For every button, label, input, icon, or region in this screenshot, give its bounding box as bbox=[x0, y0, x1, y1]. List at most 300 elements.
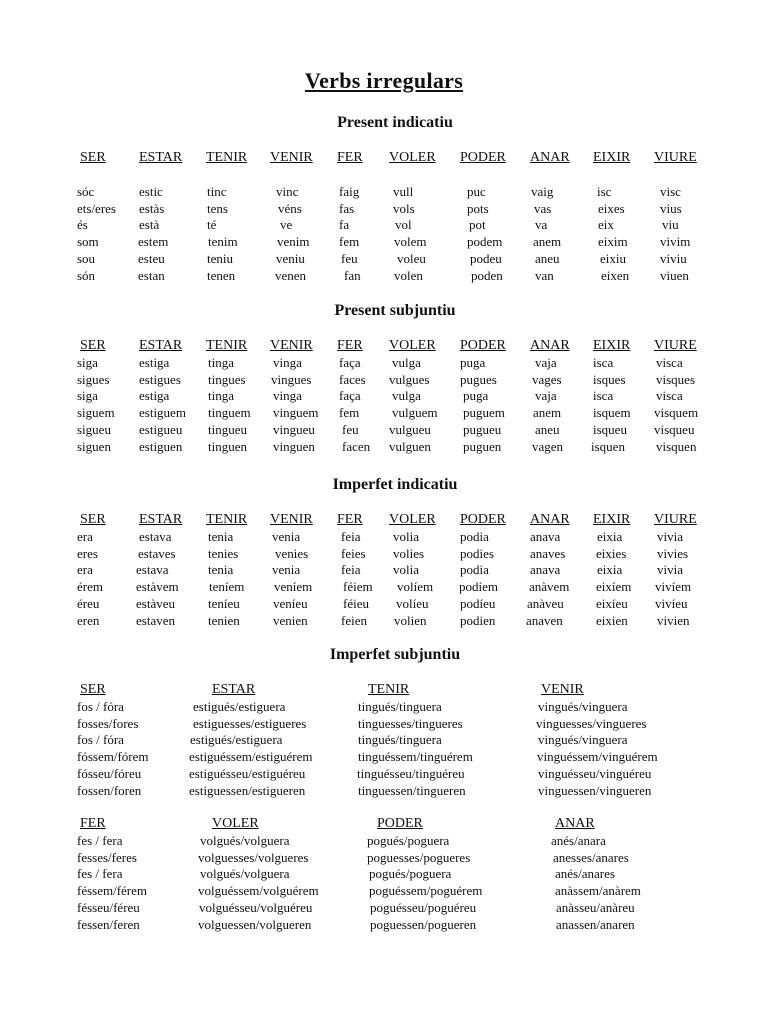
cell: estiguésseu/estiguéreu bbox=[189, 765, 306, 781]
cell: tinguem bbox=[208, 405, 251, 421]
cell: vinguen bbox=[273, 438, 315, 454]
cell: estaven bbox=[136, 612, 175, 628]
cell: estiguessen/estigueren bbox=[189, 782, 306, 798]
cell: poguéssem/poguérem bbox=[369, 883, 483, 899]
cell: volia bbox=[393, 528, 419, 544]
cell: tenen bbox=[207, 267, 236, 283]
cell: podeu bbox=[470, 250, 502, 266]
cell: tenia bbox=[208, 528, 234, 544]
cell: volia bbox=[393, 562, 419, 578]
cell: viviu bbox=[660, 250, 687, 266]
cell: venia bbox=[272, 562, 301, 578]
cell: vinga bbox=[273, 354, 302, 370]
cell: tinga bbox=[208, 354, 234, 370]
cell: anés/anares bbox=[555, 866, 615, 882]
cell: estiguesses/estigueres bbox=[193, 715, 307, 731]
cell: vinguem bbox=[273, 405, 319, 421]
cell: vagen bbox=[532, 438, 564, 454]
cell: estaves bbox=[138, 545, 176, 561]
cell: estàs bbox=[139, 200, 165, 216]
cell: tinguesses/tingueres bbox=[358, 715, 463, 731]
cell: van bbox=[535, 267, 554, 283]
cell: està bbox=[139, 217, 160, 233]
section-title-imperfet-subjuntiu: Imperfet subjuntiu bbox=[329, 646, 461, 663]
cell: visques bbox=[656, 371, 695, 387]
cell: pugueu bbox=[463, 421, 502, 437]
cell: tingues bbox=[208, 371, 246, 387]
column-header: FER bbox=[337, 338, 363, 353]
cell: ets/eres bbox=[77, 200, 116, 216]
cell: som bbox=[77, 234, 99, 250]
column-header: ESTAR bbox=[212, 682, 256, 697]
cell: vulguen bbox=[389, 438, 431, 454]
cell: voleu bbox=[397, 250, 426, 266]
table-row bbox=[0, 562, 768, 579]
cell: vinga bbox=[273, 388, 302, 404]
cell: isc bbox=[597, 183, 612, 199]
cell: pogués/poguera bbox=[367, 832, 450, 848]
cell: veníem bbox=[274, 579, 313, 595]
cell: faig bbox=[339, 183, 360, 199]
cell: era bbox=[77, 562, 93, 578]
cell: vius bbox=[660, 200, 682, 216]
cell: volem bbox=[394, 234, 427, 250]
column-header: PODER bbox=[460, 338, 506, 353]
table-row bbox=[0, 783, 768, 800]
cell: vivíeu bbox=[655, 595, 688, 611]
cell: tinguéssem/tinguérem bbox=[358, 749, 473, 765]
table-row bbox=[0, 900, 768, 917]
cell: anaves bbox=[530, 545, 566, 561]
column-header: ESTAR bbox=[139, 512, 183, 527]
column-header: VIURE bbox=[654, 512, 697, 527]
table-row bbox=[0, 699, 768, 716]
cell: faça bbox=[339, 354, 361, 370]
cell: vingues bbox=[271, 371, 312, 387]
cell: fos / fóra bbox=[77, 732, 124, 748]
cell: éreu bbox=[77, 595, 100, 611]
cell: féssem/férem bbox=[77, 883, 148, 899]
cell: vinguéssem/vinguérem bbox=[537, 749, 658, 765]
cell: veníeu bbox=[273, 595, 308, 611]
cell: féieu bbox=[343, 595, 369, 611]
cell: tens bbox=[207, 200, 228, 216]
cell: volgués/volguera bbox=[200, 832, 290, 848]
cell: volies bbox=[393, 545, 425, 561]
cell: puga bbox=[463, 388, 489, 404]
cell: fes / fera bbox=[77, 866, 123, 882]
cell: venia bbox=[272, 528, 301, 544]
table-row bbox=[0, 217, 768, 234]
cell: véns bbox=[278, 200, 302, 216]
cell: era bbox=[77, 528, 93, 544]
cell: sóc bbox=[77, 183, 95, 199]
cell: tinc bbox=[207, 183, 227, 199]
table-present-subjuntiu bbox=[0, 338, 768, 456]
cell: vull bbox=[393, 183, 414, 199]
cell: siguen bbox=[77, 438, 111, 454]
table-row bbox=[0, 388, 768, 405]
cell: pot bbox=[469, 217, 486, 233]
cell: vingués/vinguera bbox=[538, 698, 628, 714]
cell: anàssem/anàrem bbox=[555, 883, 641, 899]
cell: eixim bbox=[598, 234, 628, 250]
cell: estiga bbox=[139, 388, 170, 404]
cell: poden bbox=[471, 267, 503, 283]
cell: isca bbox=[593, 388, 614, 404]
cell: vulgues bbox=[389, 371, 430, 387]
cell: podem bbox=[467, 234, 503, 250]
cell: feies bbox=[341, 545, 366, 561]
cell: teníem bbox=[209, 579, 245, 595]
table-row bbox=[0, 596, 768, 613]
cell: fa bbox=[339, 217, 350, 233]
page-title: Verbs irregulars bbox=[304, 68, 464, 93]
table-row bbox=[0, 546, 768, 563]
cell: vas bbox=[534, 200, 552, 216]
cell: anés/anara bbox=[551, 832, 606, 848]
cell: tenim bbox=[208, 234, 238, 250]
cell: viu bbox=[662, 217, 679, 233]
cell: isquen bbox=[591, 438, 625, 454]
cell: va bbox=[535, 217, 548, 233]
cell: anem bbox=[533, 234, 562, 250]
cell: aneu bbox=[535, 421, 560, 437]
cell: poguésseu/poguéreu bbox=[370, 899, 477, 915]
cell: vivíem bbox=[655, 579, 692, 595]
cell: anesses/anares bbox=[553, 849, 629, 865]
cell: estic bbox=[139, 183, 163, 199]
column-header: VOLER bbox=[389, 150, 436, 165]
column-header: FER bbox=[80, 816, 106, 831]
section-title-present-indicatiu: Present indicatiu bbox=[337, 114, 453, 131]
table-row bbox=[0, 883, 768, 900]
cell: visquen bbox=[656, 438, 697, 454]
column-header: VIURE bbox=[654, 338, 697, 353]
cell: sou bbox=[77, 250, 96, 266]
cell: podíeu bbox=[460, 595, 496, 611]
cell: sigueu bbox=[77, 421, 111, 437]
cell: tingueu bbox=[208, 421, 247, 437]
table-row bbox=[0, 716, 768, 733]
cell: anem bbox=[533, 405, 562, 421]
cell: estava bbox=[139, 528, 172, 544]
cell: estan bbox=[138, 267, 165, 283]
column-header: TENIR bbox=[206, 338, 248, 353]
column-header: SER bbox=[80, 150, 106, 165]
cell: fas bbox=[339, 200, 355, 216]
cell: estiguem bbox=[139, 405, 186, 421]
cell: siga bbox=[77, 354, 98, 370]
cell: podies bbox=[460, 545, 494, 561]
header-row bbox=[0, 816, 768, 833]
table-row bbox=[0, 268, 768, 285]
table-row bbox=[0, 201, 768, 218]
cell: fossen/foren bbox=[77, 782, 142, 798]
cell: siga bbox=[77, 388, 98, 404]
cell: facen bbox=[342, 438, 371, 454]
cell: eixen bbox=[601, 267, 630, 283]
cell: vingueu bbox=[273, 421, 315, 437]
column-header: SER bbox=[80, 512, 106, 527]
header-row bbox=[0, 512, 768, 529]
cell: volguéssem/volguérem bbox=[198, 883, 319, 899]
cell: anava bbox=[530, 562, 561, 578]
cell: fan bbox=[344, 267, 361, 283]
cell: vingués/vinguera bbox=[538, 732, 628, 748]
cell: teniu bbox=[207, 250, 233, 266]
table-imperfet-indicatiu bbox=[0, 512, 768, 630]
table-row bbox=[0, 405, 768, 422]
column-header: ANAR bbox=[530, 338, 570, 353]
column-header: TENIR bbox=[368, 682, 410, 697]
cell: visquem bbox=[654, 405, 699, 421]
cell: vulguem bbox=[392, 405, 438, 421]
cell: érem bbox=[77, 579, 103, 595]
table-row bbox=[0, 833, 768, 850]
cell: visca bbox=[656, 354, 683, 370]
cell: feia bbox=[341, 562, 361, 578]
cell: podia bbox=[460, 528, 489, 544]
cell: vinguessen/vingueren bbox=[538, 782, 652, 798]
cell: isca bbox=[593, 354, 614, 370]
cell: volíem bbox=[397, 579, 434, 595]
cell: vulgueu bbox=[389, 421, 431, 437]
cell: volen bbox=[394, 267, 423, 283]
cell: estigues bbox=[139, 371, 181, 387]
cell: volgués/volguera bbox=[200, 866, 290, 882]
table-row bbox=[0, 850, 768, 867]
cell: anàsseu/anàreu bbox=[556, 899, 635, 915]
cell: vaja bbox=[535, 354, 557, 370]
cell: faça bbox=[339, 388, 361, 404]
cell: viuen bbox=[660, 267, 689, 283]
column-header: SER bbox=[80, 682, 106, 697]
cell: féiem bbox=[343, 579, 373, 595]
column-header: FER bbox=[337, 150, 363, 165]
cell: isquem bbox=[593, 405, 631, 421]
cell: puga bbox=[460, 354, 486, 370]
column-header: VOLER bbox=[212, 816, 259, 831]
cell: vulga bbox=[392, 354, 421, 370]
column-header: VOLER bbox=[389, 512, 436, 527]
cell: siguem bbox=[77, 405, 115, 421]
column-header: PODER bbox=[377, 816, 423, 831]
cell: faces bbox=[339, 371, 366, 387]
table-row bbox=[0, 234, 768, 251]
cell: estàvem bbox=[136, 579, 179, 595]
cell: feu bbox=[341, 250, 358, 266]
cell: pugues bbox=[460, 371, 497, 387]
cell: fes / fera bbox=[77, 832, 123, 848]
cell: volguessen/volgueren bbox=[198, 916, 312, 932]
column-header: FER bbox=[337, 512, 363, 527]
cell: venen bbox=[275, 267, 307, 283]
cell: visc bbox=[660, 183, 681, 199]
column-header: PODER bbox=[460, 512, 506, 527]
cell: pots bbox=[467, 200, 489, 216]
cell: eixia bbox=[597, 528, 623, 544]
cell: eix bbox=[598, 217, 614, 233]
cell: fem bbox=[339, 234, 360, 250]
cell: eixies bbox=[596, 545, 627, 561]
cell: estiguéssem/estiguérem bbox=[189, 749, 313, 765]
cell: vaja bbox=[535, 388, 557, 404]
cell: isqueu bbox=[593, 421, 627, 437]
cell: isques bbox=[593, 371, 626, 387]
cell: vivim bbox=[660, 234, 691, 250]
cell: puc bbox=[467, 183, 486, 199]
cell: vinguesses/vingueres bbox=[536, 715, 647, 731]
header-row bbox=[0, 338, 768, 355]
column-header: TENIR bbox=[206, 150, 248, 165]
cell: vages bbox=[532, 371, 562, 387]
cell: vivia bbox=[657, 562, 683, 578]
cell: eren bbox=[77, 612, 100, 628]
column-header: SER bbox=[80, 338, 106, 353]
cell: vinguésseu/vinguéreu bbox=[538, 765, 652, 781]
cell: eres bbox=[77, 545, 98, 561]
column-header: VENIR bbox=[270, 338, 313, 353]
cell: visca bbox=[656, 388, 683, 404]
cell: anàveu bbox=[527, 595, 564, 611]
cell: podíem bbox=[459, 579, 498, 595]
table-imperfet-subjuntiu-group-2 bbox=[0, 816, 768, 934]
cell: estigués/estiguera bbox=[193, 698, 286, 714]
cell: feia bbox=[341, 528, 361, 544]
cell: és bbox=[77, 217, 88, 233]
cell: tinguésseu/tinguéreu bbox=[357, 765, 465, 781]
table-row bbox=[0, 579, 768, 596]
cell: fem bbox=[339, 405, 360, 421]
table-present-indicatiu bbox=[0, 150, 768, 285]
cell: poguesses/pogueres bbox=[367, 849, 471, 865]
cell: anava bbox=[530, 528, 561, 544]
column-header: VIURE bbox=[654, 150, 697, 165]
cell: podien bbox=[460, 612, 496, 628]
cell: tenia bbox=[208, 562, 234, 578]
cell: fesses/feres bbox=[77, 849, 137, 865]
cell: anaven bbox=[526, 612, 563, 628]
table-imperfet-subjuntiu-group-1 bbox=[0, 682, 768, 800]
cell: tenien bbox=[208, 612, 240, 628]
cell: puguem bbox=[463, 405, 505, 421]
cell: estem bbox=[138, 234, 169, 250]
cell: té bbox=[207, 217, 217, 233]
cell: anàvem bbox=[529, 579, 570, 595]
cell: vivies bbox=[657, 545, 689, 561]
cell: feu bbox=[342, 421, 359, 437]
cell: estava bbox=[136, 562, 169, 578]
column-header: EIXIR bbox=[593, 338, 631, 353]
cell: feien bbox=[341, 612, 367, 628]
table-row bbox=[0, 766, 768, 783]
column-header: VOLER bbox=[389, 338, 436, 353]
cell: veniu bbox=[276, 250, 305, 266]
cell: venien bbox=[273, 612, 308, 628]
section-title-present-subjuntiu: Present subjuntiu bbox=[334, 302, 456, 319]
cell: aneu bbox=[535, 250, 560, 266]
table-row bbox=[0, 749, 768, 766]
cell: eixia bbox=[597, 562, 623, 578]
column-header: ANAR bbox=[530, 512, 570, 527]
cell: tinguessen/tingueren bbox=[358, 782, 466, 798]
cell: vaig bbox=[531, 183, 554, 199]
cell: tinguen bbox=[208, 438, 247, 454]
cell: vulga bbox=[392, 388, 421, 404]
header-row bbox=[0, 150, 768, 167]
cell: fósseu/fóreu bbox=[77, 765, 142, 781]
cell: ve bbox=[280, 217, 293, 233]
cell: teníeu bbox=[208, 595, 240, 611]
cell: vivia bbox=[657, 528, 683, 544]
cell: vols bbox=[393, 200, 415, 216]
table-row bbox=[0, 917, 768, 934]
cell: tenies bbox=[208, 545, 239, 561]
column-header: VENIR bbox=[541, 682, 584, 697]
table-row bbox=[0, 732, 768, 749]
cell: estiga bbox=[139, 354, 170, 370]
cell: volíeu bbox=[396, 595, 429, 611]
cell: eixien bbox=[596, 612, 628, 628]
cell: fos / fóra bbox=[77, 698, 124, 714]
column-header: EIXIR bbox=[593, 512, 631, 527]
cell: volguésseu/volguéreu bbox=[199, 899, 313, 915]
cell: podia bbox=[460, 562, 489, 578]
table-row bbox=[0, 184, 768, 201]
cell: vivien bbox=[657, 612, 690, 628]
cell: vinc bbox=[276, 183, 299, 199]
cell: eixíem bbox=[596, 579, 632, 595]
table-row bbox=[0, 251, 768, 268]
column-header: EIXIR bbox=[593, 150, 631, 165]
table-row bbox=[0, 355, 768, 372]
cell: pogués/poguera bbox=[369, 866, 452, 882]
column-header: ANAR bbox=[530, 150, 570, 165]
header-row bbox=[0, 682, 768, 699]
cell: estiguen bbox=[139, 438, 183, 454]
cell: fosses/fores bbox=[77, 715, 139, 731]
cell: visqueu bbox=[654, 421, 695, 437]
cell: poguessen/pogueren bbox=[370, 916, 477, 932]
cell: fessen/feren bbox=[77, 916, 140, 932]
column-header: ESTAR bbox=[139, 150, 183, 165]
cell: estigués/estiguera bbox=[190, 732, 283, 748]
cell: estigueu bbox=[139, 421, 183, 437]
cell: volien bbox=[394, 612, 427, 628]
column-header: VENIR bbox=[270, 150, 313, 165]
cell: tingués/tinguera bbox=[358, 698, 442, 714]
table-row bbox=[0, 613, 768, 630]
cell: venim bbox=[277, 234, 310, 250]
column-header: ESTAR bbox=[139, 338, 183, 353]
cell: eixíeu bbox=[596, 595, 628, 611]
table-row bbox=[0, 372, 768, 389]
cell: eixiu bbox=[600, 250, 626, 266]
cell: venies bbox=[275, 545, 309, 561]
table-row bbox=[0, 866, 768, 883]
table-row bbox=[0, 529, 768, 546]
table-row bbox=[0, 439, 768, 456]
cell: vol bbox=[395, 217, 412, 233]
cell: tinga bbox=[208, 388, 234, 404]
column-header: VENIR bbox=[270, 512, 313, 527]
cell: tingués/tinguera bbox=[358, 732, 442, 748]
cell: estàveu bbox=[136, 595, 175, 611]
table-row bbox=[0, 422, 768, 439]
cell: fésseu/féreu bbox=[77, 899, 140, 915]
cell: eixes bbox=[598, 200, 625, 216]
